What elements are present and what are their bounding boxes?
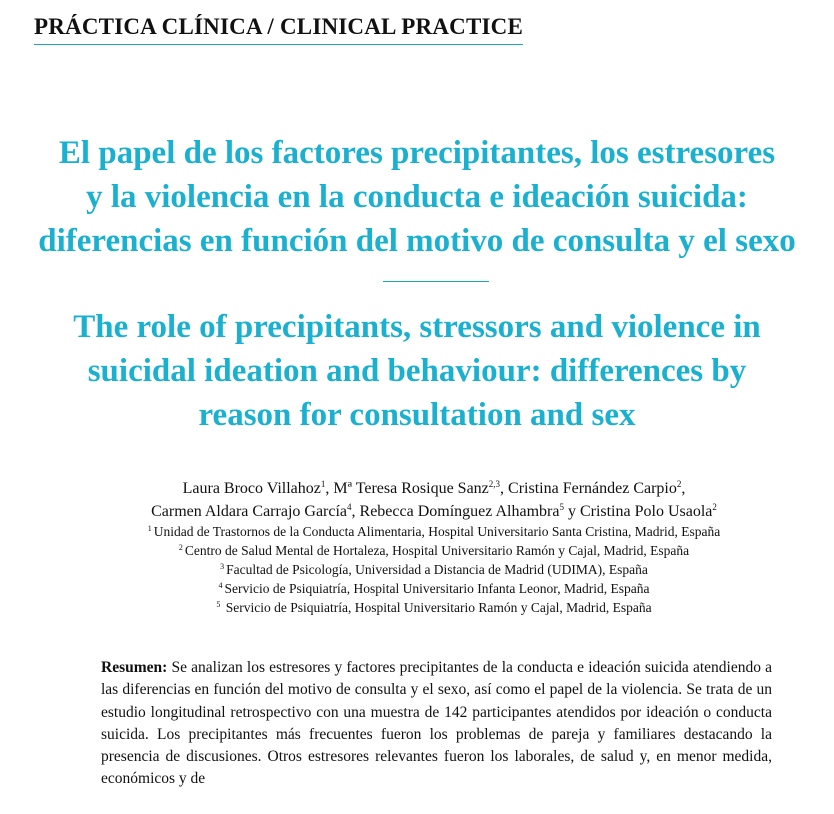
author-name: Laura Broco Villahoz [182,480,321,497]
title-en-line: The role of precipitants, stressors and violence in [73,309,761,345]
affiliation-marker: 4 [347,502,352,512]
title-es-line: El papel de los factores precipitantes, los estresores [58,135,776,171]
author-name: , Cristina Fernández Carpio [500,480,677,497]
title-en-line: reason for consultation and sex [198,397,636,433]
affiliation-marker: 1 [320,479,326,489]
author-separator: , [681,480,686,497]
author-line [0,477,834,500]
affiliation-item [0,541,834,560]
author-name: , Rebecca Domínguez Alhambra [351,503,560,520]
affiliation-text: Servicio de Psiquiatría, Hospital Universitario Ramón y Cajal, Madrid, España [222,600,652,615]
title-divider [383,281,489,282]
affiliation-text: Facultad de Psicología, Universidad a Distancia de Madrid (UDIMA), España [226,562,648,577]
abstract-label: Resumen: [101,659,168,676]
abstract [101,657,772,791]
author-name: y Cristina Polo Usaola [563,503,713,520]
affiliation-marker: 2,3 [488,479,501,489]
affiliation-list [0,522,834,617]
affiliation-text: Centro de Salud Mental de Hortaleza, Hospital Universitario Ramón y Cajal, Madrid, España [184,543,690,558]
abstract-text: Se analizan los estresores y factores precipitantes de la conducta e ideación suicida atendiendo a las diferencias en función del motivo de consulta y el sexo, así como el papel de la violencia. Se trata de un estudio longitudinal retrospectivo con una muestra de 142 participantes atendidos por ideación o conducta suicida. Los precipitantes más frecuentes fueron los problemas de pareja y familiares destacando la presencia de discusiones. Otros estresores relevantes fueron los laborales, de salud y, en menor medida, económicos y de [101,659,772,788]
title-en-line: suicidal ideation and behaviour: differences by [87,353,747,389]
affiliation-item [0,579,834,598]
affiliation-marker: 5 [559,502,564,512]
affiliation-number: 2 [178,543,183,552]
section-header: PRÁCTICA CLÍNICA / CLINICAL PRACTICE [34,14,523,45]
affiliation-number: 1 [147,524,152,533]
affiliation-item [0,598,834,617]
title-es-line: y la violencia en la conducta e ideación suicida: [86,179,748,215]
affiliation-number: 4 [218,581,223,590]
author-name: Carmen Aldara Carrajo García [151,503,348,520]
author-line [0,500,834,523]
affiliation-marker: 2 [712,502,717,512]
affiliation-marker: 2 [676,479,682,489]
affiliation-item [0,560,834,579]
title-spanish [0,131,834,263]
affiliation-number: 5 [216,600,221,609]
affiliation-item [0,522,834,541]
affiliation-text: Servicio de Psiquiatría, Hospital Universitario Infanta Leonor, Madrid, España [224,581,650,596]
author-name: , Mª Teresa Rosique Sanz [325,480,489,497]
title-es-line: diferencias en función del motivo de consulta y el sexo [38,223,796,259]
title-english [0,305,834,437]
affiliation-text: Unidad de Trastornos de la Conducta Alimentaria, Hospital Universitario Santa Cristina, Madrid, España [153,524,721,539]
author-list [0,477,834,523]
affiliation-number: 3 [220,562,225,571]
